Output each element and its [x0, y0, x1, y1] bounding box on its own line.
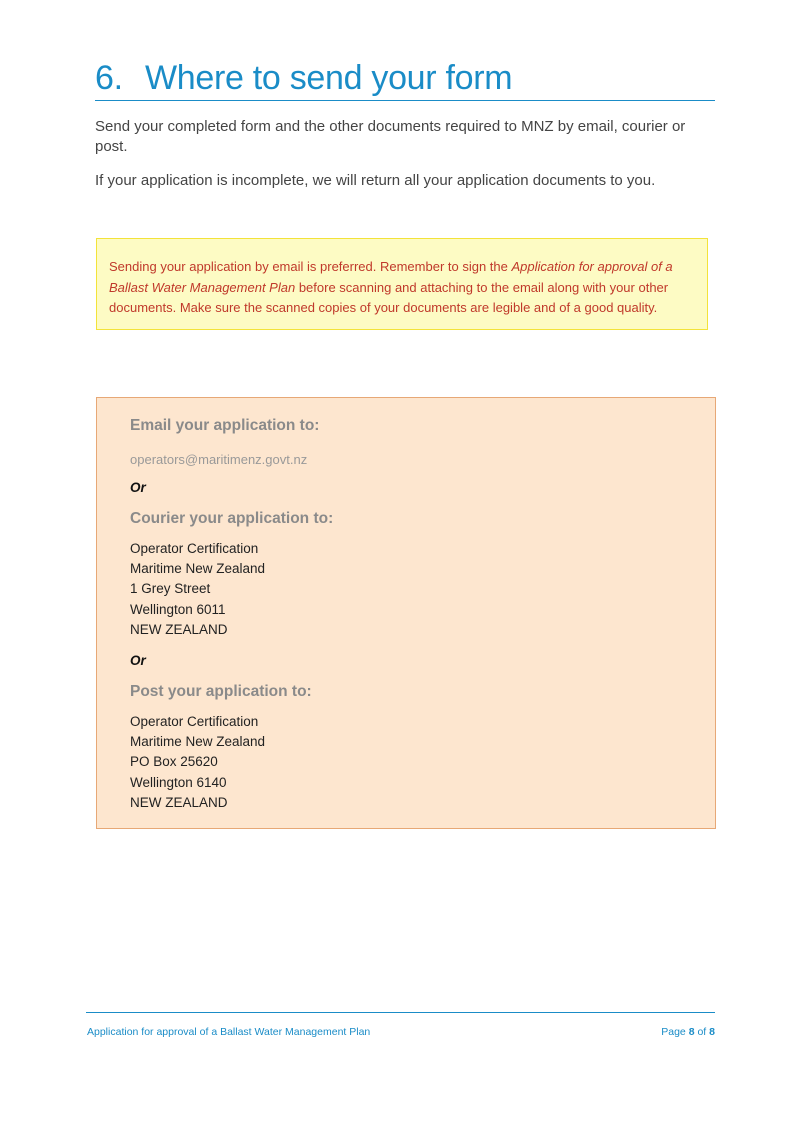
email-address[interactable]: operators@maritimenz.govt.nz: [130, 452, 308, 467]
post-line: PO Box 25620: [130, 754, 218, 770]
courier-line: 1 Grey Street: [130, 581, 211, 597]
post-line: Operator Certification: [130, 714, 259, 729]
intro-paragraph-1: Send your completed form and the other documents required to MNZ by email, courier or post.: [95, 118, 686, 155]
post-address: [130, 712, 265, 813]
page-total: 8: [709, 1026, 715, 1038]
note-text-before: Sending your application by email is preferred. Remember to sign the: [109, 259, 512, 274]
footer-page-number: [661, 1026, 715, 1038]
or-separator-1: Or: [130, 480, 146, 495]
post-line: Wellington 6140: [130, 774, 227, 790]
courier-heading: Courier your application to:: [130, 510, 334, 527]
intro-paragraph-2: If your application is incomplete, we will return all your application documents to you.: [95, 172, 656, 189]
or-separator-2: Or: [130, 653, 146, 668]
footer-document-title: Application for approval of a Ballast Water Management Plan: [87, 1026, 371, 1038]
note-form-title: Application for approval of a Ballast Water Management Plan: [109, 259, 673, 295]
courier-line: Maritime New Zealand: [130, 561, 266, 577]
courier-line: Operator Certification: [130, 541, 259, 556]
post-heading: Post your application to:: [130, 683, 312, 700]
page-current: 8: [688, 1026, 695, 1038]
post-line: Maritime New Zealand: [130, 734, 266, 750]
courier-address: [130, 539, 265, 640]
courier-line: Wellington 6011: [130, 601, 226, 617]
section-heading: [95, 56, 715, 101]
page-label: Page: [661, 1026, 686, 1038]
footer-divider: [86, 1012, 715, 1013]
addresses-box: [96, 397, 716, 829]
post-line: NEW ZEALAND: [130, 794, 228, 810]
email-heading: Email your application to:: [130, 417, 320, 434]
page-of: of: [697, 1026, 707, 1038]
courier-line: NEW ZEALAND: [130, 621, 228, 637]
section-title: Where to send your form: [145, 59, 513, 97]
section-number: 6.: [95, 59, 123, 97]
note-text-after: before scanning and attaching to the email along with your other documents. Make sure the scanned copies of your documents are legible and of a good quality.: [109, 279, 669, 315]
email-preferred-note: [96, 238, 708, 330]
